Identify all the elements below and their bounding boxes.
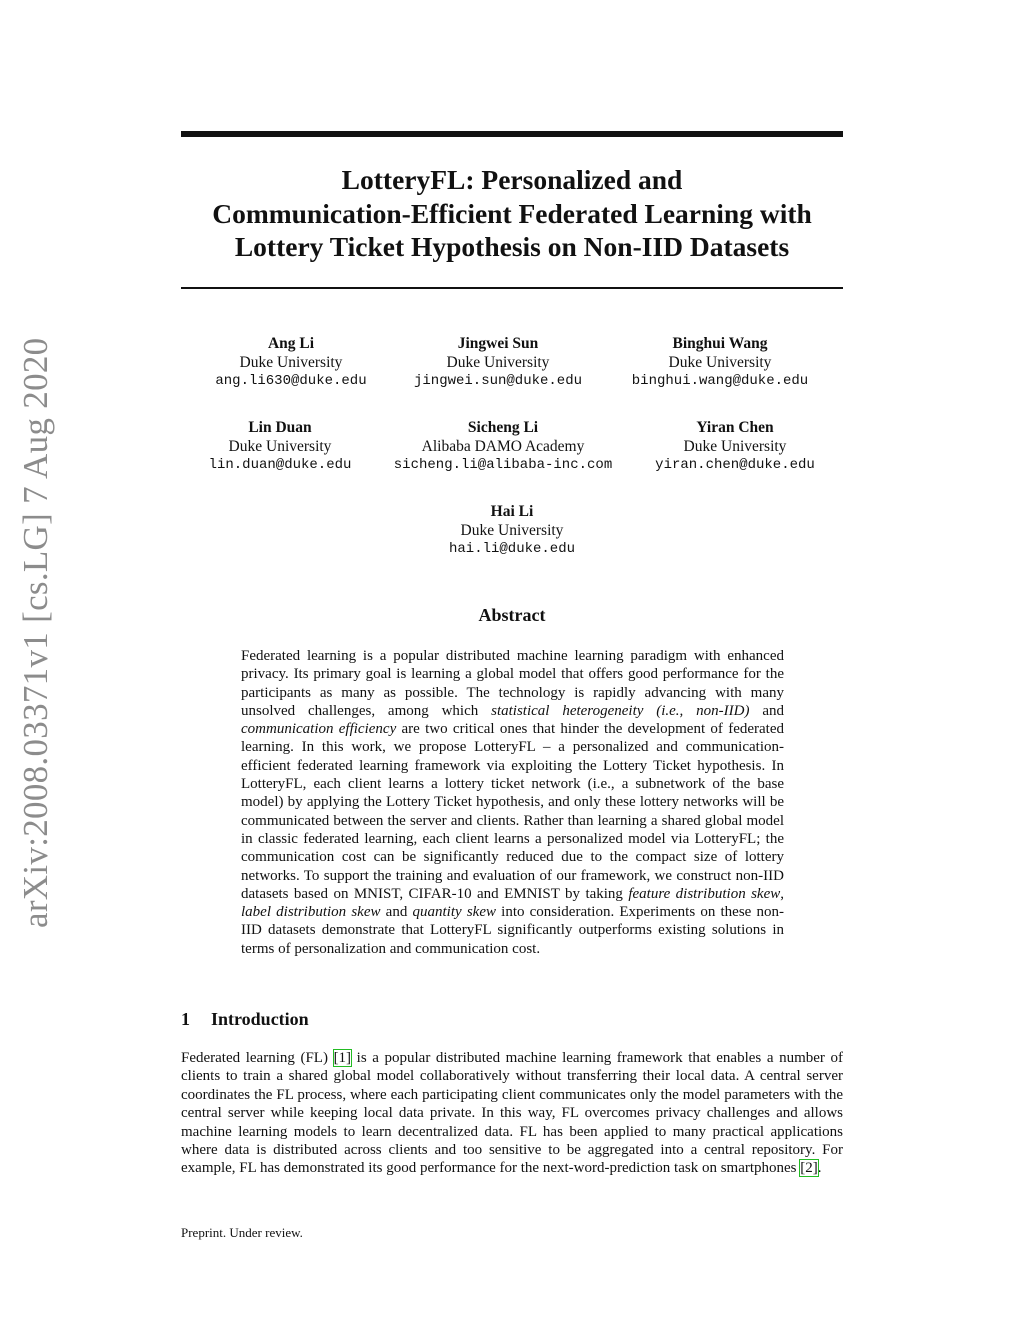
author-name: Jingwei Sun [457,335,539,352]
section-heading [181,1009,309,1030]
author-email[interactable]: jingwei.sun@duke.edu [413,373,583,389]
author-name: Ang Li [267,335,315,352]
author-block [610,334,830,391]
abstract-emphasis: label distribution skew [241,904,381,921]
author-affiliation: Duke University [228,438,332,455]
abstract-run: and [380,904,413,921]
title-rule-bottom [181,287,843,289]
citation-link[interactable]: [1] [333,1050,352,1066]
author-email[interactable]: ang.li630@duke.edu [215,373,367,389]
abstract-run: into consideration. Experiments on these non-IID datasets demonstrate that LotteryFL significantly outperforms existing solutions in terms of personalization and communication cost. [241,904,784,957]
author-block [378,418,628,475]
arxiv-identifier: arXiv:2008.03371v1 [cs.LG] 7 Aug 2020 [16,337,55,928]
title-line: Lottery Ticket Hypothesis on Non-IID Datasets [234,231,790,262]
author-block [180,418,380,475]
author-affiliation: Duke University [239,354,343,371]
author-email[interactable]: binghui.wang@duke.edu [631,373,809,389]
title-rule-top [181,131,843,137]
abstract-run: are two critical ones that hinder the development of federated learning. In this work, we propose LotteryFL – a personalized and communication-efficient federated learning framework via exploiting the Lottery Ticket hypothesis. In LotteryFL, each client learns a lottery ticket network (i.e., a subnetwork of the base model) by applying the Lottery Ticket hypothesis, and only these lottery networks will be communicated between the server and clients. Rather than learning a shared global model in classic federated learning, each client learns a personalized model via LotteryFL; the communication cost can be significantly reduced due to the compact size of lottery networks. To support the training and evaluation of our framework, we construct non-IID datasets based on MNIST, CIFAR-10 and EMNIST by taking [241,721,784,902]
abstract-text [241,647,784,958]
author-email[interactable]: sicheng.li@alibaba-inc.com [393,457,613,473]
abstract-run: and [749,702,784,719]
author-email[interactable]: hai.li@duke.edu [448,541,576,557]
title-line: LotteryFL: Personalized and [341,164,683,195]
author-name: Yiran Chen [696,419,774,436]
author-name: Binghui Wang [672,335,768,352]
abstract-emphasis: statistical heterogeneity (i.e., non-IID) [491,702,750,719]
abstract-run: , [780,885,784,902]
author-affiliation: Duke University [446,354,550,371]
author-affiliation: Duke University [668,354,772,371]
author-affiliation: Duke University [683,438,787,455]
intro-run: . [817,1160,822,1177]
abstract-emphasis: communication efficiency [241,721,397,738]
introduction-paragraph [181,1049,843,1178]
author-email[interactable]: lin.duan@duke.edu [208,457,352,473]
intro-run: is a popular distributed machine learning framework that enables a number of clients to train a shared global model collaboratively without transferring their local data. A central server coordinates the FL process, where each participating client communicates only the model parameters with the central server while keeping local data private. In this way, FL overcomes privacy challenges and allows machine learning models to learn decentralized data. FL has been applied to many practical applications where data is distributed across clients and too sensitive to be aggregated into a central repository. For example, FL has demonstrated its good performance for the next-word-prediction task on smartphones [181,1050,844,1177]
author-name: Hai Li [490,503,534,520]
abstract-emphasis: quantity skew [412,904,496,921]
author-block [412,502,612,559]
abstract-run: Federated learning is a popular distributed machine learning paradigm with enhanced privacy. Its primary goal is learning a global model that offers good performance for the participants as many as possible. The technology is rapidly advancing with many unsolved challenges, among which [241,648,784,719]
author-block [635,418,835,475]
abstract-emphasis: feature distribution skew [628,885,781,902]
author-block [388,334,608,391]
author-block [191,334,391,391]
section-number: 1 [181,1009,190,1029]
paper-title [181,163,843,264]
author-affiliation: Alibaba DAMO Academy [421,438,585,455]
intro-run: Federated learning (FL) [181,1050,334,1066]
author-email[interactable]: yiran.chen@duke.edu [655,457,815,473]
author-name: Lin Duan [248,419,312,436]
author-affiliation: Duke University [460,522,564,539]
author-name: Sicheng Li [467,419,539,436]
title-line: Communication-Efficient Federated Learning with [212,197,812,229]
citation-link[interactable]: [2] [800,1160,818,1177]
abstract-heading: Abstract [478,605,546,625]
footer-note: Preprint. Under review. [181,1225,303,1240]
section-title: Introduction [211,1009,309,1029]
